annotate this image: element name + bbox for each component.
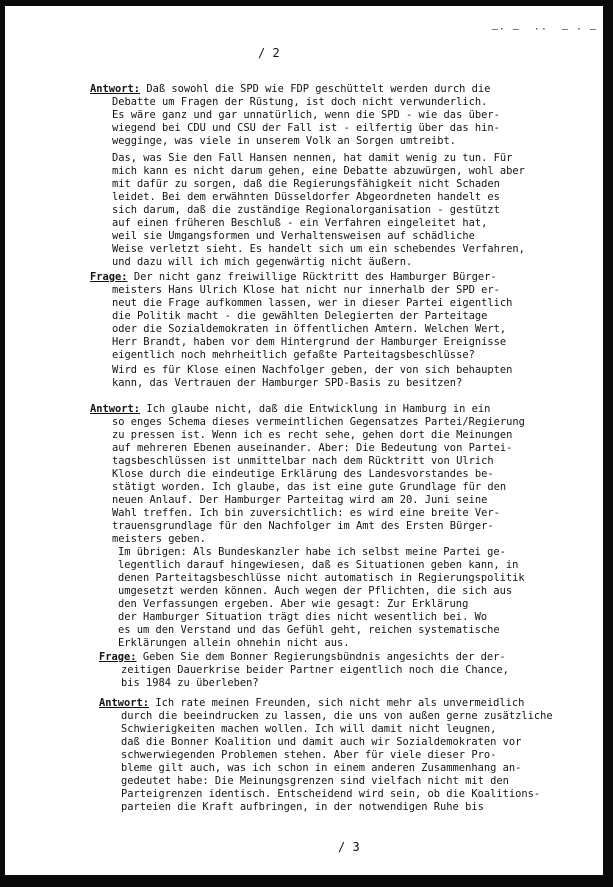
scan-border-top: [0, 0, 613, 6]
speaker-label: Antwort:: [90, 403, 141, 415]
paragraph-question-1: [90, 271, 590, 362]
text-line: sich darum, daß die zuständige Regionalorganisation - gestützt: [112, 204, 500, 216]
text-line: Wahl treffen. Ich bin zuversichtlich: es wird eine breite Ver-: [112, 507, 500, 519]
text-line: der Hamburger Situation trägt dies nicht wesentlich bei. Wo: [118, 611, 488, 623]
text-line: Klose durch die eindeutige Erklärung des Landesvorstandes be-: [112, 468, 494, 480]
text-line: meisters geben.: [112, 533, 206, 545]
text-line: Erklärungen allein ohnehin nicht aus.: [118, 637, 350, 649]
speaker-label: Antwort:: [90, 83, 141, 95]
text-line: mit dafür zu sorgen, daß die Regierungsfähigkeit nicht Schaden: [112, 178, 500, 190]
text-line: und dazu will ich mich gegenwärtig nicht äußern.: [112, 256, 413, 268]
text-line: leidet. Bei dem erwähnten Düsseldorfer Abgeordneten handelt es: [112, 191, 500, 203]
text-line: wegginge, was viele in unserem Volk an Sorgen umtreibt.: [112, 135, 457, 147]
text-line: gedeutet habe: Die Meinungsgrenzen sind vielfach nicht mit den: [121, 775, 509, 787]
text-line: den Verfassungen ergeben. Aber wie gesagt: Zur Erklärung: [118, 598, 469, 610]
speaker-label: Frage:: [99, 651, 137, 663]
text-line: trauensgrundlage für den Nachfolger im Amt des Ersten Bürger-: [112, 520, 494, 532]
paragraph-question-2: [99, 651, 594, 690]
paragraph-answer-3: [99, 697, 599, 814]
text-line: wiegend bei CDU und CSU der Fall ist - eilfertig über das hin-: [112, 122, 500, 134]
paragraph-answer-2-continued: [118, 546, 598, 650]
paragraph-question-1-continued: [112, 364, 597, 390]
text-line: Herr Brandt, haben vor dem Hintergrund der Hamburger Ereignisse: [112, 336, 507, 348]
text-line: parteien die Kraft aufbringen, in der notwendigen Ruhe bis: [121, 801, 484, 813]
text-line: denen Parteitagsbeschlüsse nicht automatisch in Regierungspolitik: [118, 572, 525, 584]
text-line: meisters Hans Ulrich Klose hat nicht nur innerhalb der SPD er-: [112, 284, 500, 296]
text-line: eigentlich noch mehrheitlich gefaßte Parteitagsbeschlüsse?: [112, 349, 475, 361]
text-line: bleme gilt auch, was ich schon in einem anderen Zusammenhang an-: [121, 762, 522, 774]
text-line: bis 1984 zu überleben?: [121, 677, 259, 689]
text-line: es um den Verstand und das Gefühl geht, reichen systematische: [118, 624, 500, 636]
text-line: neut die Frage aufkommen lassen, wer in dieser Partei eigentlich: [112, 297, 513, 309]
text-line: kann, das Vertrauen der Hamburger SPD-Basis zu besitzen?: [112, 377, 463, 389]
speaker-label: Antwort:: [99, 697, 150, 709]
text-line: Geben Sie dem Bonner Regierungsbündnis angesichts der der-: [142, 651, 506, 663]
text-line: zeitigen Dauerkrise beider Partner eigentlich noch die Chance,: [121, 664, 509, 676]
text-line: zu pressen ist. Wenn ich es recht sehe, gehen dort die Meinungen: [112, 429, 513, 441]
text-line: auf mehreren Ebenen auseinander. Aber: Die Bedeutung von Partei-: [112, 442, 513, 454]
page-number-top: / 2: [258, 46, 280, 60]
text-line: Ich rate meinen Freunden, sich nicht mehr als unvermeidlich: [155, 697, 525, 709]
text-line: weil sie Umgangsformen und Verhaltensweisen auf schädliche: [112, 230, 475, 242]
text-line: Debatte um Fragen der Rüstung, ist doch nicht verwunderlich.: [112, 96, 488, 108]
scan-border-right: [603, 0, 613, 887]
text-line: Der nicht ganz freiwillige Rücktritt des Hamburger Bürger-: [133, 271, 497, 283]
page-number-bottom: / 3: [338, 840, 360, 854]
speaker-label: Frage:: [90, 271, 128, 283]
paragraph-answer-1-continued: [112, 152, 597, 269]
text-line: auf einen früheren Beschluß - ein Verfahren eingeleitet hat,: [112, 217, 488, 229]
text-line: so enges Schema dieses vermeintlichen Gegensatzes Partei/Regierung: [112, 416, 525, 428]
text-line: durch die beeindrucken zu lassen, die uns von außen gerne zusätzliche: [121, 710, 553, 722]
scan-border-bottom: [0, 875, 613, 887]
text-line: Parteigrenzen identisch. Entscheidend wird sein, ob die Koalitions-: [121, 788, 541, 800]
text-line: Das, was Sie den Fall Hansen nennen, hat damit wenig zu tun. Für: [112, 152, 513, 164]
scan-border-left: [0, 0, 5, 887]
text-line: tagsbeschlüssen ist unmittelbar nach dem Rücktritt von Ulrich: [112, 455, 494, 467]
text-line: Wird es für Klose einen Nachfolger geben, der von sich behaupten: [112, 364, 513, 376]
text-line: oder die Sozialdemokraten in öffentlichen Ämtern. Welchen Wert,: [112, 323, 507, 335]
text-line: umgesetzt werden können. Auch wegen der Pflichten, die sich aus: [118, 585, 513, 597]
text-line: Weise verletzt sieht. Es handelt sich um ein schebendes Verfahren,: [112, 243, 525, 255]
text-line: stätigt worden. Ich glaube, das ist eine gute Grundlage für den: [112, 481, 507, 493]
text-line: Daß sowohl die SPD wie FDP geschüttelt werden durch die: [146, 83, 491, 95]
corner-mark: —· — ·· — · —: [491, 24, 597, 35]
text-line: legentlich darauf hingewiesen, daß es Situationen geben kann, in: [118, 559, 519, 571]
paragraph-answer-2: [90, 403, 595, 546]
text-line: mich kann es nicht darum gehen, eine Debatte abzuwürgen, wohl aber: [112, 165, 525, 177]
text-line: schwerwiegenden Problemen stehen. Aber für viele dieser Pro-: [121, 749, 497, 761]
text-line: Ich glaube nicht, daß die Entwicklung in Hamburg in ein: [146, 403, 491, 415]
text-line: die Politik macht - die gewählten Delegierten der Parteitage: [112, 310, 488, 322]
text-line: Es wäre ganz und gar unnatürlich, wenn die SPD - wie das über-: [112, 109, 500, 121]
text-line: Im übrigen: Als Bundeskanzler habe ich selbst meine Partei ge-: [118, 546, 506, 558]
text-line: Schwierigkeiten machen wollen. Ich will damit nicht leugnen,: [121, 723, 497, 735]
paragraph-answer-1: [90, 83, 590, 148]
text-line: neuen Anlauf. Der Hamburger Parteitag wird am 20. Juni seine: [112, 494, 488, 506]
text-line: daß die Bonner Koalition und damit auch wir Sozialdemokraten vor: [121, 736, 522, 748]
